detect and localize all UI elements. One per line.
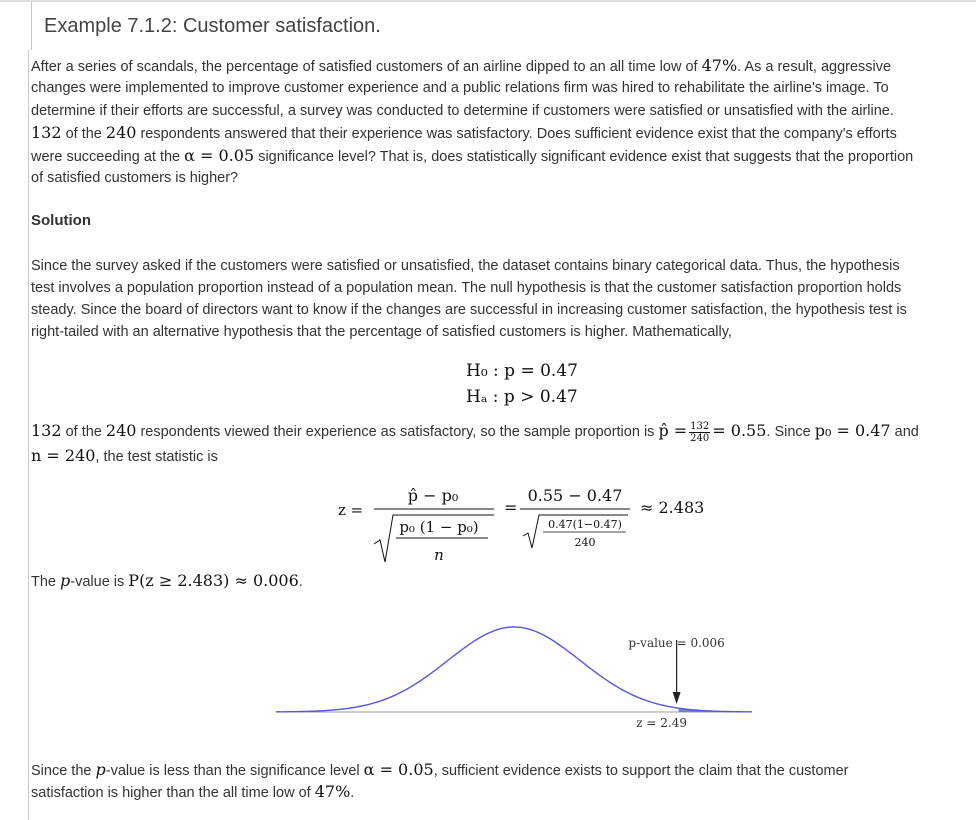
text: significance level? That is, does statistically significant evidence exist that suggests that the proportion <box>254 149 914 165</box>
math-alpha: α = 0.05 <box>363 760 434 779</box>
text: After a series of scandals, the percentage of satisfied customers of an airline dipped to an all time low of <box>31 59 702 75</box>
conclusion-line <box>31 781 354 804</box>
text: -value is less than the significance level <box>105 763 364 779</box>
math-p: p <box>60 571 71 590</box>
conclusion-line <box>31 759 849 782</box>
problem-line <box>31 55 891 78</box>
solution-heading: Solution <box>31 212 91 229</box>
text: were succeeding at the <box>31 149 185 165</box>
annotation-arrow-head <box>673 692 681 704</box>
z-equals: z = <box>338 501 364 519</box>
solution-line: steady. Since the board of directors want to know if the changes are successful in increasing customer satisfaction, the hypothesis test is <box>31 302 907 318</box>
text: . Since <box>766 424 815 440</box>
math-number: 240 <box>105 123 137 142</box>
math-pvalue: P(z ≥ 2.483) ≈ 0.006 <box>128 571 299 590</box>
approx-result: ≈ 2.483 <box>640 498 705 517</box>
text: . As a result, aggressive <box>737 59 892 75</box>
solution-line: Since the survey asked if the customers were satisfied or unsatisfied, the dataset contains binary categorical data. Thus, the hypothesis <box>31 258 900 274</box>
problem-line <box>31 145 913 168</box>
z-score-label: z = 2.49 <box>636 716 687 730</box>
inner-denominator-symbolic: n <box>434 546 444 564</box>
equals-sign: = <box>504 498 518 517</box>
text: of the <box>61 424 106 440</box>
math-number: 240 <box>105 421 137 440</box>
test-statistic-formula <box>338 482 718 572</box>
sample-size-line <box>31 445 218 468</box>
example-title: Example 7.1.2: Customer satisfaction. <box>44 15 381 37</box>
example-header <box>31 2 976 50</box>
numerator-values: 0.55 − 0.47 <box>527 486 623 505</box>
math-number: 132 <box>31 421 62 440</box>
math-n: n = 240 <box>31 446 96 465</box>
math-result: = 0.55 <box>712 421 767 440</box>
math-p: p <box>95 760 106 779</box>
text: , sufficient evidence exists to support the claim that the customer <box>433 763 849 779</box>
pvalue-line <box>31 570 303 593</box>
text: , the test statistic is <box>95 449 218 465</box>
problem-line: determine if their efforts are successful, a survey was conducted to determine if customers were satisfied or unsatisfied with the airline. <box>31 103 894 119</box>
pvalue-annotation: p-value = 0.006 <box>628 636 725 650</box>
text: and <box>890 424 919 440</box>
fraction-denominator: 240 <box>690 432 710 444</box>
solution-line: test involves a population proportion instead of a population mean. The null hypothesis is that the customer satisfaction proportion holds <box>31 280 902 296</box>
null-hypothesis: H₀ : p = 0.47 <box>466 361 578 381</box>
text: -value is <box>70 574 129 590</box>
text: satisfaction is higher than the all time low of <box>31 785 315 801</box>
fraction-numerator: 132 <box>690 420 710 432</box>
math-percent: 47% <box>314 782 351 801</box>
math-percent: 47% <box>701 56 738 75</box>
problem-line: of satisfied customers is higher? <box>31 170 239 186</box>
problem-line: changes were implemented to improve customer experience and a public relations firm was hired to rehabilitate the airline's image. To <box>31 80 889 96</box>
text: of the <box>61 126 106 142</box>
normal-distribution-chart <box>276 610 756 760</box>
inner-numerator-values: 0.47(1−0.47) <box>548 518 622 531</box>
solution-line: right-tailed with an alternative hypothesis that the percentage of satisfied customers is higher. Mathematically, <box>31 324 732 340</box>
numerator-symbolic: p̂ − p₀ <box>407 486 459 505</box>
inner-numerator-symbolic: p₀ (1 − p₀) <box>399 518 479 536</box>
text: . <box>350 785 355 801</box>
inner-denominator-values: 240 <box>574 536 596 549</box>
text: . <box>298 574 303 590</box>
math-p0: p₀ = 0.47 <box>814 421 891 440</box>
text: The <box>31 574 61 590</box>
math-alpha: α = 0.05 <box>184 146 255 165</box>
problem-line <box>31 122 897 145</box>
math-phat: p̂ = <box>658 421 688 440</box>
fraction <box>689 421 710 444</box>
text: Since the <box>31 763 96 779</box>
sample-proportion-line <box>31 420 919 444</box>
text: respondents answered that their experience was satisfactory. Does sufficient evidence exist that the company's efforts <box>136 126 897 142</box>
alternative-hypothesis: Hₐ : p > 0.47 <box>466 387 578 407</box>
text: respondents viewed their experience as satisfactory, so the sample proportion is <box>136 424 659 440</box>
math-number: 132 <box>31 123 62 142</box>
